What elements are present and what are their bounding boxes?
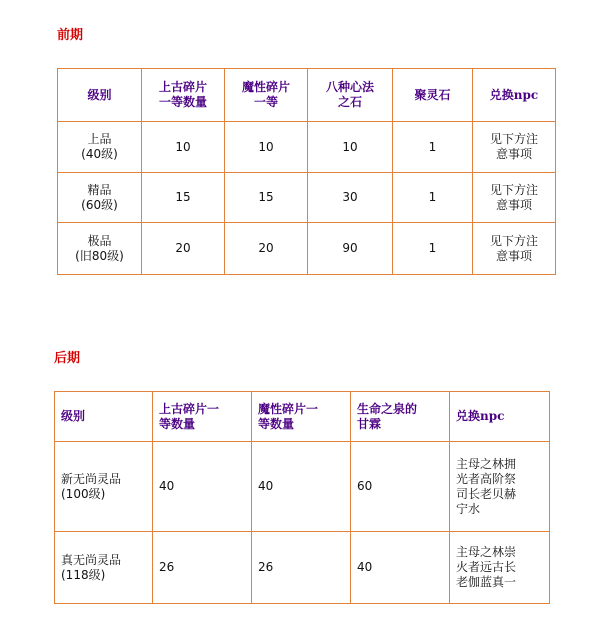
late-exchange-table — [54, 391, 550, 604]
cell-value: 20 — [225, 223, 308, 275]
cell-value: 10 — [308, 122, 393, 173]
section-title-early: 前期 — [57, 28, 84, 43]
header-ancient-fragment: 上古碎片一 等数量 — [153, 392, 252, 442]
cell-value: 30 — [308, 173, 393, 223]
cell-level: 新无尚灵品 (100级) — [55, 442, 153, 532]
cell-value: 10 — [142, 122, 225, 173]
header-level: 级别 — [55, 392, 153, 442]
cell-value: 1 — [393, 122, 473, 173]
table-header-row — [55, 392, 550, 442]
cell-value: 20 — [142, 223, 225, 275]
table-row — [55, 442, 550, 532]
cell-npc: 见下方注 意事项 — [473, 223, 556, 275]
header-demonic-fragment: 魔性碎片 一等 — [225, 69, 308, 122]
header-npc: 兑换npc — [450, 392, 550, 442]
header-spirit-stone: 聚灵石 — [393, 69, 473, 122]
table-row — [58, 122, 556, 173]
cell-npc: 见下方注 意事项 — [473, 173, 556, 223]
cell-value: 40 — [351, 532, 450, 604]
header-level: 级别 — [58, 69, 142, 122]
cell-value: 60 — [351, 442, 450, 532]
table-row — [58, 223, 556, 275]
cell-level: 极品 (旧80级) — [58, 223, 142, 275]
cell-value: 40 — [153, 442, 252, 532]
header-ancient-fragment: 上古碎片 一等数量 — [142, 69, 225, 122]
cell-value: 26 — [153, 532, 252, 604]
cell-level: 精品 (60级) — [58, 173, 142, 223]
cell-level: 上品 (40级) — [58, 122, 142, 173]
table-header-row — [58, 69, 556, 122]
cell-value: 26 — [252, 532, 351, 604]
header-npc: 兑换npc — [473, 69, 556, 122]
header-spring-dew: 生命之泉的 甘霖 — [351, 392, 450, 442]
cell-value: 1 — [393, 223, 473, 275]
cell-level: 真无尚灵品 (118级) — [55, 532, 153, 604]
cell-value: 15 — [142, 173, 225, 223]
cell-value: 15 — [225, 173, 308, 223]
cell-value: 40 — [252, 442, 351, 532]
cell-npc: 主母之林崇 火者远古长 老伽蓝真一 — [450, 532, 550, 604]
early-exchange-table — [57, 68, 556, 275]
cell-value: 1 — [393, 173, 473, 223]
cell-npc: 主母之林拥 光者高阶祭 司长老贝赫 宁水 — [450, 442, 550, 532]
table-row — [58, 173, 556, 223]
cell-npc: 见下方注 意事项 — [473, 122, 556, 173]
header-mind-stone: 八种心法 之石 — [308, 69, 393, 122]
header-demonic-fragment: 魔性碎片一 等数量 — [252, 392, 351, 442]
cell-value: 10 — [225, 122, 308, 173]
section-title-late: 后期 — [54, 351, 81, 366]
cell-value: 90 — [308, 223, 393, 275]
table-row — [55, 532, 550, 604]
